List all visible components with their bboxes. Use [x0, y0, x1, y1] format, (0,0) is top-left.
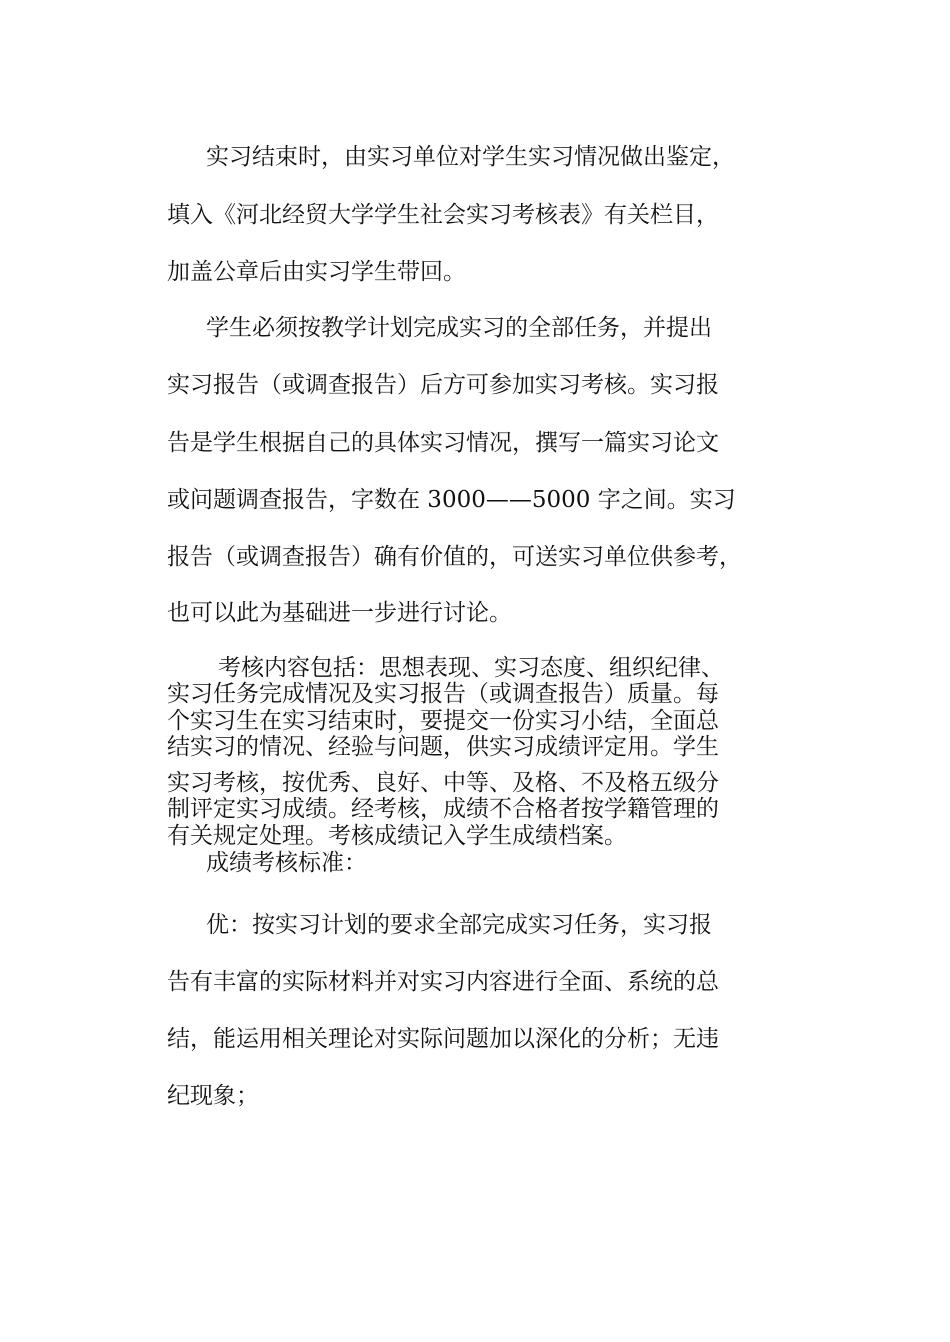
paragraph-3-line-1: 考核内容包括：思想表现、实习态度、组织纪律、: [218, 655, 724, 681]
paragraph-2-line-1: 学生必须按教学计划完成实习的全部任务，并提出: [206, 315, 712, 341]
paragraph-4-line-2: 告有丰富的实际材料并对实习内容进行全面、系统的总: [167, 969, 719, 995]
paragraph-1-line-1: 实习结束时，由实习单位对学生实习情况做出鉴定，: [206, 144, 735, 170]
paragraph-1-line-3: 加盖公章后由实习学生带回。: [167, 259, 466, 285]
paragraph-3-line-6: 制评定实习成绩。经考核，成绩不合格者按学籍管理的: [167, 796, 719, 822]
paragraph-2-line-5: 报告（或调查报告）确有价值的，可送实习单位供参考，: [167, 544, 742, 570]
paragraph-4-line-1: 优：按实习计划的要求全部完成实习任务，实习报: [206, 912, 712, 938]
paragraph-2-line-3: 告是学生根据自己的具体实习情况，撰写一篇实习论文: [167, 430, 719, 456]
paragraph-3-line-4: 结实习的情况、经验与问题，供实习成绩评定用。学生: [167, 734, 719, 760]
paragraph-3-line-5: 实习考核，按优秀、良好、中等、及格、不及格五级分: [167, 770, 719, 796]
paragraph-2-line-6: 也可以此为基础进一步进行讨论。: [167, 600, 512, 626]
paragraph-2-line-4: 或问题调查报告，字数在 3000——5000 字之间。实习: [167, 487, 736, 513]
paragraph-3-line-3: 个实习生在实习结束时，要提交一份实习小结，全面总: [167, 708, 719, 734]
paragraph-1-line-2: 填入《河北经贸大学学生社会实习考核表》有关栏目，: [167, 202, 719, 228]
paragraph-2-line-2: 实习报告（或调查报告）后方可参加实习考核。实习报: [167, 372, 719, 398]
paragraph-4-line-3: 结，能运用相关理论对实际问题加以深化的分析；无违: [167, 1026, 719, 1052]
paragraph-3-line-7: 有关规定处理。考核成绩记入学生成绩档案。: [167, 823, 627, 849]
paragraph-3-line-2: 实习任务完成情况及实习报告（或调查报告）质量。每: [167, 681, 719, 707]
paragraph-4-line-4: 纪现象；: [167, 1083, 259, 1109]
standard-heading: 成绩考核标准：: [206, 850, 367, 876]
